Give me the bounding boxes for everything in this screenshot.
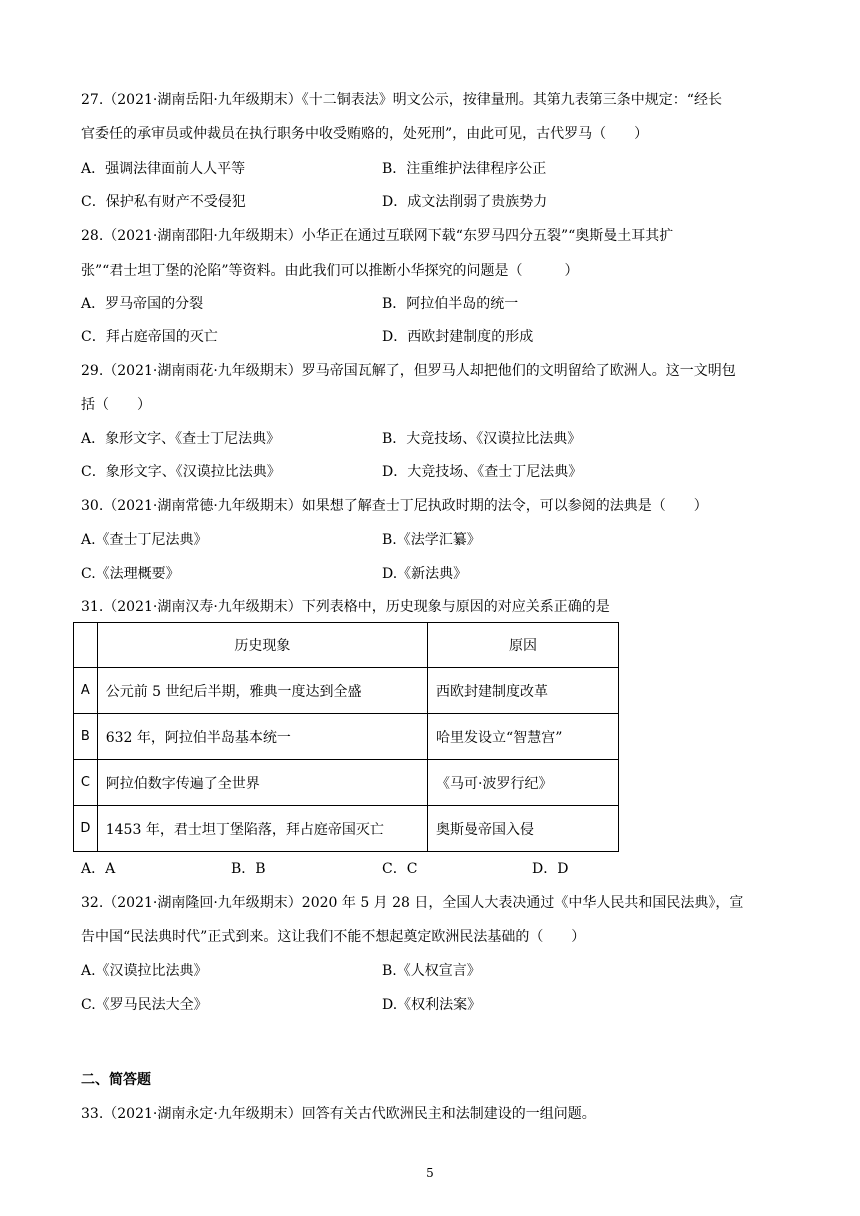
q28-stem-line2: 张”“君士坦丁堡的沦陷”等资料。由此我们可以推断小华探究的问题是（ ） [81, 263, 579, 279]
table-cell: A [74, 668, 98, 714]
page-number: 5 [426, 1166, 434, 1180]
q29-option-b: B．大竞技场、《汉谟拉比法典》 [382, 431, 582, 447]
table-cell: 《马可·波罗行纪》 [428, 760, 619, 806]
q30-option-a: A.《查士丁尼法典》 [81, 532, 208, 548]
q28-stem-line1: 28.（2021·湖南邵阳·九年级期末）小华正在通过互联网下载“东罗马四分五裂”“奥斯曼土耳其扩 [81, 228, 674, 244]
table-cell: D [74, 806, 98, 852]
q32-option-a: A.《汉谟拉比法典》 [81, 963, 208, 979]
q27-stem-line2: 官委任的承审员或仲裁员在执行职务中收受贿赂的，处死刑”，由此可见，古代罗马（ ） [81, 126, 649, 142]
table-cell: 632 年，阿拉伯半岛基本统一 [97, 714, 427, 760]
table-cell: B [74, 714, 98, 760]
table-row [74, 668, 619, 714]
table-header-cell [74, 623, 98, 668]
q32-option-c: C.《罗马民法大全》 [81, 997, 208, 1013]
q30-option-d: D.《新法典》 [382, 566, 468, 582]
table-header-cell: 原因 [428, 623, 619, 668]
table-row [74, 760, 619, 806]
q28-option-d: D．西欧封建制度的形成 [382, 329, 534, 345]
q31-stem: 31.（2021·湖南汉寿·九年级期末）下列表格中，历史现象与原因的对应关系正确的是 [81, 599, 610, 615]
table-row [74, 806, 619, 852]
q27-option-b: B．注重维护法律程序公正 [382, 161, 547, 177]
table-header-cell: 历史现象 [97, 623, 427, 668]
q27-option-d: D．成文法削弱了贵族势力 [382, 194, 548, 210]
section-title: 二、简答题 [81, 1072, 151, 1088]
q27-option-c: C．保护私有财产不受侵犯 [81, 194, 246, 210]
table-cell: 西欧封建制度改革 [428, 668, 619, 714]
q31-option-a: A．A [81, 861, 116, 877]
q27-option-a: A．强调法律面前人人平等 [81, 161, 246, 177]
table-cell: 哈里发设立“智慧宫” [428, 714, 619, 760]
q28-option-b: B．阿拉伯半岛的统一 [382, 296, 519, 312]
q32-option-b: B.《人权宣言》 [382, 963, 481, 979]
table-cell: 公元前 5 世纪后半期，雅典一度达到全盛 [97, 668, 427, 714]
q29-stem-line1: 29.（2021·湖南雨花·九年级期末）罗马帝国瓦解了，但罗马人却把他们的文明留给了欧洲人。这一文明包 [81, 363, 736, 379]
table-cell: C [74, 760, 98, 806]
table-header-row [74, 623, 619, 668]
q27-stem-line1: 27.（2021·湖南岳阳·九年级期末）《十二铜表法》明文公示，按律量刑。其第九表第三条中规定：“经长 [81, 92, 722, 108]
q29-option-c: C．象形文字、《汉谟拉比法典》 [81, 464, 281, 480]
table-row [74, 714, 619, 760]
q28-option-c: C．拜占庭帝国的灭亡 [81, 329, 218, 345]
q31-table [73, 622, 619, 852]
q32-stem-line1: 32.（2021·湖南隆回·九年级期末）2020 年 5 月 28 日，全国人大表决通过《中华人民共和国民法典》，宣 [81, 895, 744, 911]
q32-option-d: D.《权利法案》 [382, 997, 482, 1013]
q30-option-b: B.《法学汇纂》 [382, 532, 481, 548]
table-cell: 阿拉伯数字传遍了全世界 [97, 760, 427, 806]
q30-option-c: C.《法理概要》 [81, 566, 180, 582]
q32-stem-line2: 告中国“民法典时代”正式到来。这让我们不能不想起奠定欧洲民法基础的（ ） [81, 929, 586, 945]
q31-option-b: B．B [231, 861, 266, 877]
q28-option-a: A．罗马帝国的分裂 [81, 296, 204, 312]
q29-option-a: A．象形文字、《查士丁尼法典》 [81, 431, 281, 447]
q29-stem-line2: 括（ ） [81, 397, 151, 413]
q30-stem: 30.（2021·湖南常德·九年级期末）如果想了解查士丁尼执政时期的法令，可以参阅的法典是（ ） [81, 498, 708, 514]
q33-stem: 33.（2021·湖南永定·九年级期末）回答有关古代欧洲民主和法制建设的一组问题。 [81, 1106, 596, 1122]
table-cell: 1453 年，君士坦丁堡陷落，拜占庭帝国灭亡 [97, 806, 427, 852]
table-cell: 奥斯曼帝国入侵 [428, 806, 619, 852]
q31-option-c: C．C [382, 861, 418, 877]
q31-option-d: D．D [532, 861, 569, 877]
q29-option-d: D．大竞技场、《查士丁尼法典》 [382, 464, 583, 480]
